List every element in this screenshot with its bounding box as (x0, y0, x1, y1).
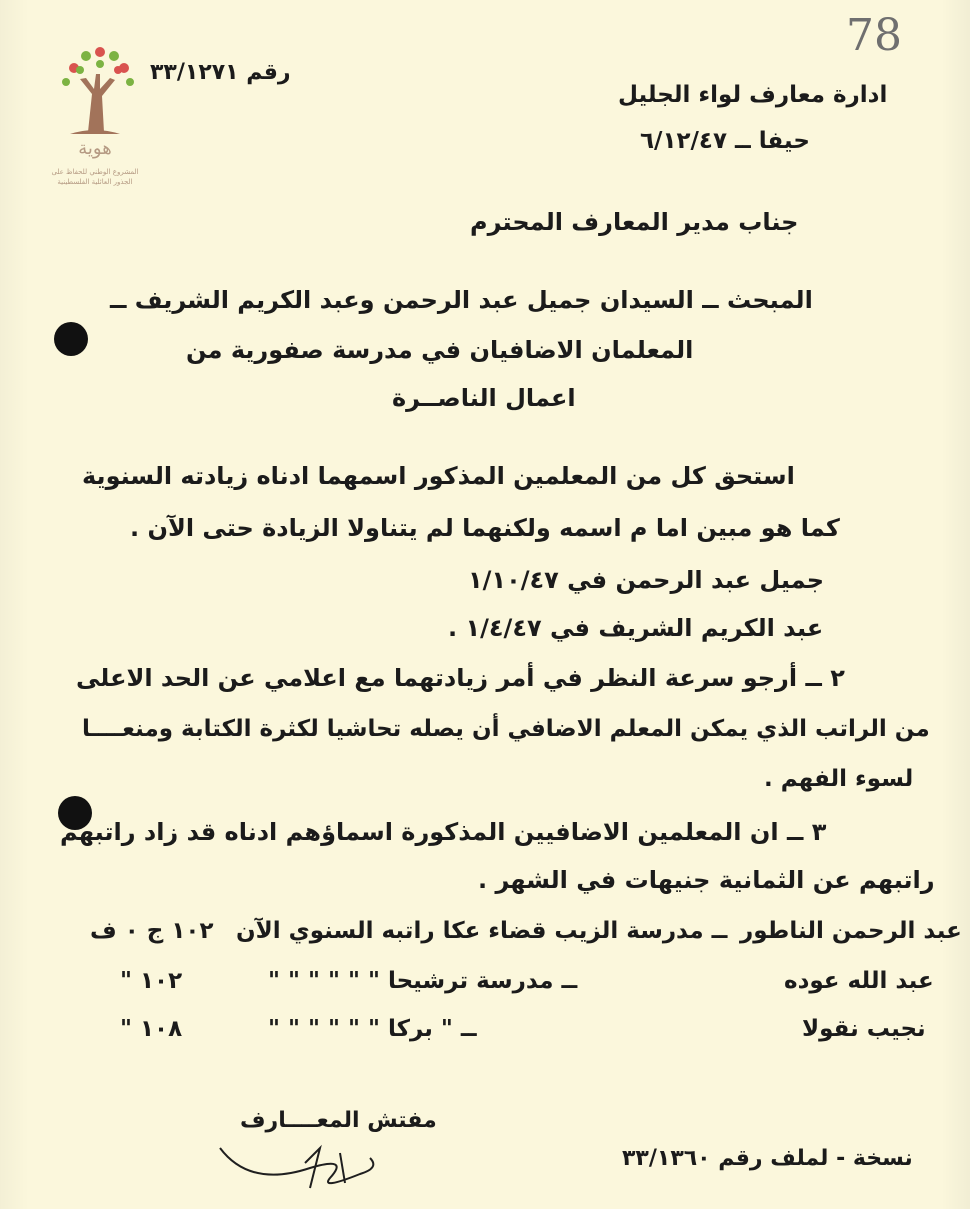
paragraph-2-line-2: من الراتب الذي يمكن المعلم الاضافي أن يصله تحاشيا لكثرة الكتابة ومنعــــا (82, 716, 930, 742)
paragraph-2-line-1: ٢ ــ أرجو سرعة النظر في أمر زيادتهما مع اعلامي عن الحد الاعلى (76, 664, 845, 692)
teacher-raise-1: جميل عبد الرحمن في ١/١٠/٤٧ (468, 566, 825, 594)
logo-caption-2: الجذور العائلية الفلسطينية (57, 178, 133, 186)
recipient: جناب مدير المعارف المحترم (470, 208, 799, 236)
teacher-1-school: ــ مدرسة الزيب قضاء عكا راتبه السنوي الآن (236, 918, 728, 944)
teacher-3-school: ــ " بركا " " " " " " (268, 1016, 477, 1042)
teacher-1-name: عبد الرحمن الناطور (740, 918, 962, 944)
teacher-3-salary: ١٠٨ " (120, 1016, 183, 1042)
paragraph-3-line-1: ٣ ــ ان المعلمين الاضافيين المذكورة اسماؤهم ادناه قد زاد راتبهم (60, 818, 827, 846)
subject-line-3: اعمال الناصــرة (392, 384, 576, 412)
family-tree-icon (40, 34, 150, 144)
place-date: حيفا ــ ٦/١٢/٤٧ (640, 128, 810, 154)
teacher-2-school: ــ مدرسة ترشيحا " " " " " " (268, 968, 578, 994)
copy-note: نسخة - لملف رقم ٣٣/١٣٦٠ (622, 1146, 913, 1171)
teacher-1-salary: ١٠٢ ج ٠ ف (90, 918, 214, 944)
paragraph-1-line-2: كما هو مبين اما م اسمه ولكنهما لم يتناولا الزيادة حتى الآن . (130, 514, 840, 542)
identity-logo (40, 34, 150, 194)
paragraph-3-line-2: راتبهم عن الثمانية جنيهات في الشهر . (478, 866, 935, 894)
reference-number: رقم ٣٣/١٢٧١ (150, 60, 291, 85)
page-number: 78 (846, 10, 902, 61)
subject-line-1: المبحث ــ السيدان جميل عبد الرحمن وعبد الكريم الشريف ــ (110, 286, 813, 314)
department-name: ادارة معارف لواء الجليل (618, 82, 888, 108)
teacher-3-name: نجيب نقولا (802, 1016, 926, 1042)
subject-line-2: المعلمان الاضافيان في مدرسة صفورية من (186, 336, 694, 364)
paragraph-1-line-1: استحق كل من المعلمين المذكور اسمهما ادناه زيادته السنوية (82, 462, 795, 490)
punch-hole-top (54, 322, 88, 356)
signer-title: مفتش المعــــارف (240, 1108, 437, 1133)
logo-caption-1: المشروع الوطني للحفاظ على (51, 168, 139, 176)
handwritten-signature (210, 1128, 410, 1198)
teacher-raise-2: عبد الكريم الشريف في ١/٤/٤٧ . (448, 614, 824, 642)
teacher-2-name: عبد الله عوده (784, 968, 934, 994)
teacher-2-salary: ١٠٢ " (120, 968, 183, 994)
logo-name: هوية (78, 138, 112, 159)
paragraph-2-line-3: لسوء الفهم . (764, 766, 914, 792)
